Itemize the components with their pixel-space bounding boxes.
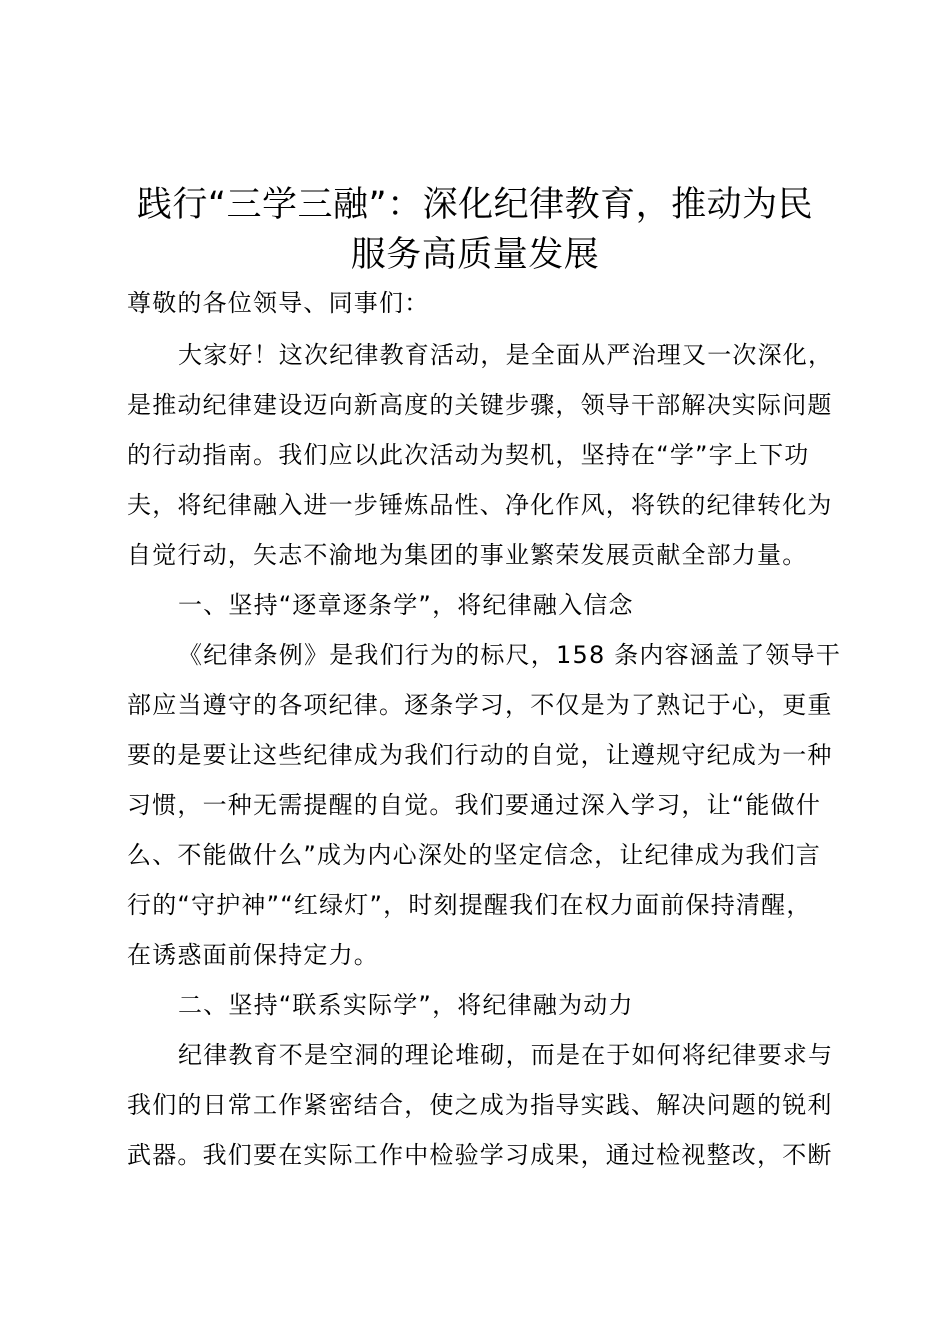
paragraph-line: 夫，将纪律融入进一步锤炼品性、净化作风，将铁的纪律转化为 [127, 491, 833, 519]
paragraph-line: 要的是要让这些纪律成为我们行动的自觉，让遵规守纪成为一种 [127, 741, 833, 769]
paragraph-line: 部应当遵守的各项纪律。逐条学习，不仅是为了熟记于心，更重 [127, 691, 833, 719]
paragraph-line: 的行动指南。我们应以此次活动为契机，坚持在“学”字上下功 [127, 441, 810, 469]
paragraph-line: 习惯，一种无需提醒的自觉。我们要通过深入学习，让“能做什 [127, 791, 822, 819]
salutation: 尊敬的各位领导、同事们： [127, 289, 430, 317]
paragraph-line: 大家好！这次纪律教育活动，是全面从严治理又一次深化， [178, 341, 834, 369]
paragraph-line: 在诱惑面前保持定力。 [127, 941, 379, 969]
section-heading-1: 一、坚持“逐章逐条学”，将纪律融入信念 [178, 591, 634, 619]
paragraph-line: 《纪律条例》是我们行为的标尺，158 条内容涵盖了领导干 [178, 641, 842, 669]
paragraph-line: 么、不能做什么”成为内心深处的坚定信念，让纪律成为我们言 [127, 841, 822, 869]
paragraph-line: 自觉行动，矢志不渝地为集团的事业繁荣发展贡献全部力量。 [127, 541, 808, 569]
section-heading-2: 二、坚持“联系实际学”，将纪律融为动力 [178, 991, 634, 1019]
paragraph-line: 我们的日常工作紧密结合，使之成为指导实践、解决问题的锐利 [127, 1091, 833, 1119]
document-title-line-1: 践行“三学三融”：深化纪律教育，推动为民 [136, 185, 814, 225]
paragraph-line: 行的“守护神”“红绿灯”，时刻提醒我们在权力面前保持清醒， [127, 891, 812, 919]
paragraph-line: 是推动纪律建设迈向新高度的关键步骤，领导干部解决实际问题 [127, 391, 833, 419]
paragraph-line: 武器。我们要在实际工作中检验学习成果，通过检视整改，不断 [127, 1141, 833, 1169]
document-title-line-2: 服务高质量发展 [350, 235, 600, 275]
paragraph-line: 纪律教育不是空洞的理论堆砌，而是在于如何将纪律要求与 [178, 1041, 834, 1069]
